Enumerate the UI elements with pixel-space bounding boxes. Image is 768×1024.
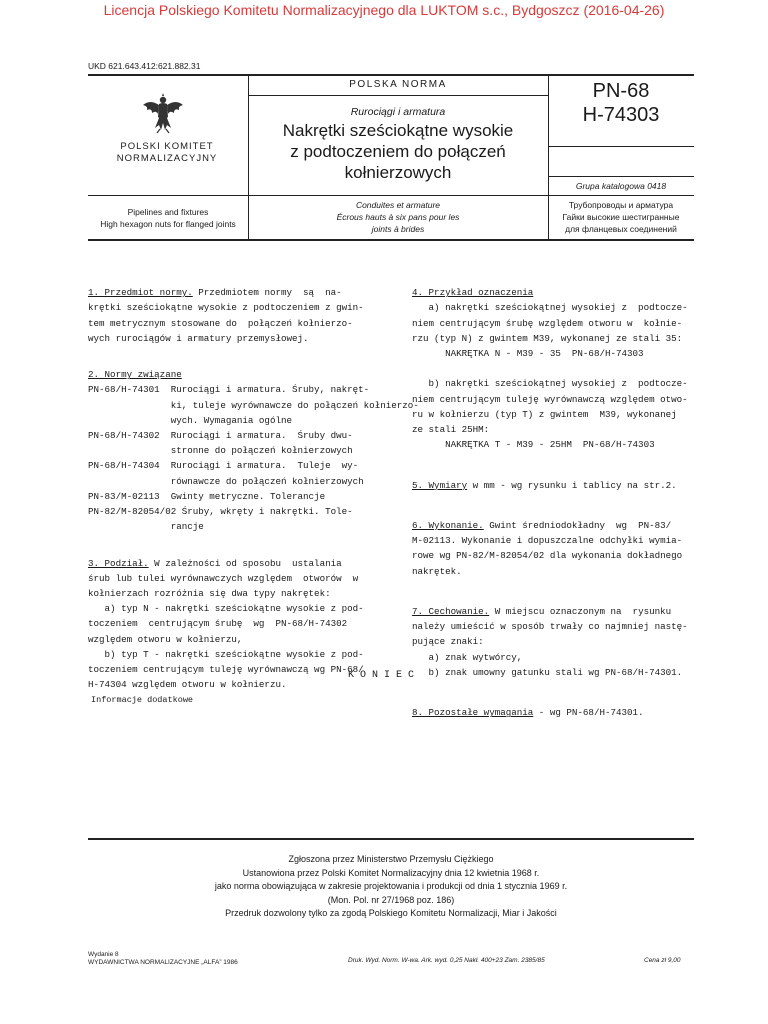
russian-title <box>549 199 693 235</box>
french-line-2: Écrous hauts à six pans pour les <box>336 212 460 222</box>
section-4-line-6: b) nakrętki sześciokątnej wysokiej z podtocze- <box>412 378 688 390</box>
standard-code-number: H-74303 <box>582 104 660 126</box>
committee-name <box>88 141 246 165</box>
section-7-line-4: a) znak wytwórcy, <box>412 651 523 663</box>
footer-line-4: (Mon. Pol. nr 27/1968 poz. 186) <box>327 894 455 905</box>
section-3-line-4: a) typ N - nakrętki sześciokątne wysokie z pod- <box>88 603 364 615</box>
footer-line-5: Przedruk dozwolony tylko za zgodą Polskiego Komitetu Normalizacji, Miar i Jakości <box>225 908 557 918</box>
additional-info-heading: Informacje dodatkowe <box>91 695 194 705</box>
konec-end-mark: KONIEC <box>347 670 420 681</box>
polish-eagle-emblem <box>140 91 186 137</box>
committee-line-2: NORMALIZACYJNY <box>116 153 218 164</box>
section-4-line-2: niem centrującym śrubę względem otworu w kołnie- <box>412 317 683 329</box>
section-7 <box>412 604 688 680</box>
section-3-line-2: śrub lub tulei wyrównawczych względem otworów w <box>88 572 359 584</box>
section-2-line-1: PN-68/H-74301 Rurociągi i armatura. Śruby, nakręt- <box>88 384 370 396</box>
section-5-heading: 5. Wymiary <box>412 479 468 491</box>
section-2-line-2: ki, tuleje wyrównawcze do połączeń kołnierzo- <box>88 399 419 411</box>
section-6-line-1: Gwint średniodokładny wg PN-83/ <box>483 520 672 532</box>
polska-norma-label: POLSKA NORMA <box>349 79 447 90</box>
section-6-line-3: rowe wg PN-82/M-82054/02 dla wykonania dokładnego <box>412 550 683 562</box>
section-6 <box>412 518 688 579</box>
russian-line-1: Трубопроводы и арматура <box>568 200 674 210</box>
section-4-line-9: ze stali 25HM: <box>412 424 490 436</box>
section-1-line-4: wych rurociągów i armatury przemysłowej. <box>88 332 309 344</box>
section-3-line-9: H-74304 względem otworu w kołnierzu. <box>88 679 287 691</box>
section-1-line-1: Przedmiotem normy są na- <box>192 287 342 299</box>
header-rule-langs <box>88 195 694 196</box>
russian-line-3: для фланцевых соединений <box>565 224 677 234</box>
header-rule-norma <box>248 95 548 96</box>
section-7-line-3: pujące znaki: <box>412 636 484 648</box>
section-2-line-8: PN-83/M-02113 Gwinty metryczne. Tolerancje <box>88 490 326 502</box>
footer-line-2: Ustanowiona przez Polski Komitet Normalizacyjny dnia 12 kwietnia 1968 r. <box>242 867 540 878</box>
section-8-text: - wg PN-68/H-74301. <box>533 707 644 719</box>
print-info: Druk. Wyd. Norm. W-wa. Ark. wyd. 0,25 Nakł. 400+23 Zam. 2385/85 <box>348 957 545 964</box>
section-4-line-5 <box>412 361 688 376</box>
section-1-heading: 1. Przedmiot normy. <box>88 287 193 299</box>
english-title <box>88 206 248 230</box>
header-rule-grupa <box>549 176 694 177</box>
section-2-line-10: rancje <box>88 521 204 533</box>
section-6-line-4: nakrętek. <box>412 565 462 577</box>
title-line-3: kołnierzowych <box>344 163 452 182</box>
section-6-heading: 6. Wykonanie. <box>412 520 484 532</box>
header-top-rule <box>88 74 694 76</box>
english-line-2: High hexagon nuts for flanged joints <box>100 219 236 229</box>
section-1-line-3: tem metrycznym stosowane do połączeń kołnierzo- <box>88 317 353 329</box>
section-5-text: w mm - wg rysunku i tablicy na str.2. <box>467 479 677 491</box>
section-7-heading: 7. Cechowanie. <box>412 606 490 618</box>
right-column <box>412 270 688 736</box>
french-title <box>248 199 548 235</box>
committee-line-1: POLSKI KOMITET <box>120 141 214 152</box>
ukd-classification: UKD 621.643.412:621.882.31 <box>88 61 201 71</box>
catalog-group: Grupa katalogowa 0418 <box>575 181 667 191</box>
subject-label: Rurociągi i armatura <box>350 106 446 118</box>
section-3-line-8: toczeniem centrującym tuleję wyrównawczą wg PN-68/ <box>88 664 364 676</box>
section-3-line-6: względem otworu w kołnierzu, <box>88 633 243 645</box>
footer-line-3: jako norma obowiązująca w zakresie projektowania i produkcji od dnia 1 stycznia 1969 r. <box>214 881 568 891</box>
section-8-heading: 8. Pozostałe wymagania <box>412 707 534 719</box>
french-line-1: Conduites et armature <box>355 200 441 210</box>
footer-line-1: Zgłoszona przez Ministerstwo Przemysłu Ciężkiego <box>288 854 494 864</box>
section-3-line-7: b) typ T - nakrętki sześciokątne wysokie z pod- <box>88 648 364 660</box>
section-2-line-7: równawcze do połączeń kołnierzowych <box>88 475 364 487</box>
section-4-line-8: ru w kołnierzu (typ T) z gwintem M39, wykonanej <box>412 408 677 420</box>
title-line-1: Nakrętki sześciokątne wysokie <box>282 121 514 140</box>
section-5 <box>412 478 688 493</box>
standard-code-year: PN-68 <box>592 80 650 102</box>
section-2-line-9: PN-82/M-82054/02 Śruby, wkręty i nakrętki. Tole- <box>88 506 353 518</box>
document-title <box>248 120 548 183</box>
edition-number: Wydanie 8 <box>88 951 119 958</box>
section-4-line-10: NAKRĘTKA T - M39 - 25HM PN-68/H-74303 <box>412 439 655 451</box>
header-bottom-rule <box>88 239 694 241</box>
section-4-line-7: niem centrującym tuleję wyrównawczą względem otwo- <box>412 393 688 405</box>
section-4-line-4: NAKRĘTKA N - M39 - 35 PN-68/H-74303 <box>412 348 644 360</box>
edition-info <box>88 951 238 967</box>
footer-rule <box>88 838 694 840</box>
russian-line-2: Гайки высокие шестигранные <box>562 212 680 222</box>
approval-footer <box>88 853 694 921</box>
section-3-line-1: W zależności od sposobu ustalania <box>148 557 342 569</box>
section-7-line-5: b) znak umowny gatunku stali wg PN-68/H-74301. <box>412 666 683 678</box>
section-2-line-5: stronne do połączeń kołnierzowych <box>88 445 353 457</box>
section-4-line-1: a) nakrętki sześciokątnej wysokiej z podtocze- <box>412 302 688 314</box>
title-line-2: z podtoczeniem do połączeń <box>290 142 506 161</box>
section-6-line-2: M-02113. Wykonanie i dopuszczalne odchyłki wymia- <box>412 535 683 547</box>
price: Cena zł 9,00 <box>644 957 681 964</box>
french-line-3: joints à brides <box>371 224 425 234</box>
section-7-line-2: należy umieścić w sposób trwały co najmniej nastę- <box>412 621 688 633</box>
section-7-line-1: W miejscu oznaczonym na rysunku <box>489 606 672 618</box>
left-column <box>88 270 419 708</box>
section-4 <box>412 285 688 452</box>
section-2-heading: 2. Normy związane <box>88 369 182 381</box>
header-rule-code <box>549 146 694 147</box>
english-line-1: Pipelines and fixtures <box>127 207 209 217</box>
section-3-heading: 3. Podział. <box>88 557 149 569</box>
section-2-line-4: PN-68/H-74302 Rurociągi i armatura. Śruby dwu- <box>88 430 353 442</box>
section-1-line-2: krętki sześciokątne wysokie z podtoczeniem z gwin- <box>88 302 364 314</box>
section-3-line-3: kołnierzach rozróżnia się dwa typy nakrętek: <box>88 588 331 600</box>
section-4-line-3: rzu (typ N) z gwintem M39, wykonanej ze stali 35: <box>412 332 683 344</box>
section-2 <box>88 367 419 534</box>
section-3-line-5: toczeniem centrującym śrubę wg PN-68/H-74302 <box>88 618 348 630</box>
publisher-name: WYDAWNICTWA NORMALIZACYJNE „ALFA” 1986 <box>88 959 238 966</box>
section-1 <box>88 285 419 346</box>
section-2-line-6: PN-68/H-74304 Rurociągi i armatura. Tuleje wy- <box>88 460 359 472</box>
license-banner: Licencja Polskiego Komitetu Normalizacyjnego dla LUKTOM s.c., Bydgoszcz (2016-04-26) <box>103 2 665 18</box>
section-2-line-3: wych. Wymagania ogólne <box>88 414 292 426</box>
section-8 <box>412 705 688 720</box>
section-4-heading: 4. Przykład oznaczenia <box>412 287 534 299</box>
